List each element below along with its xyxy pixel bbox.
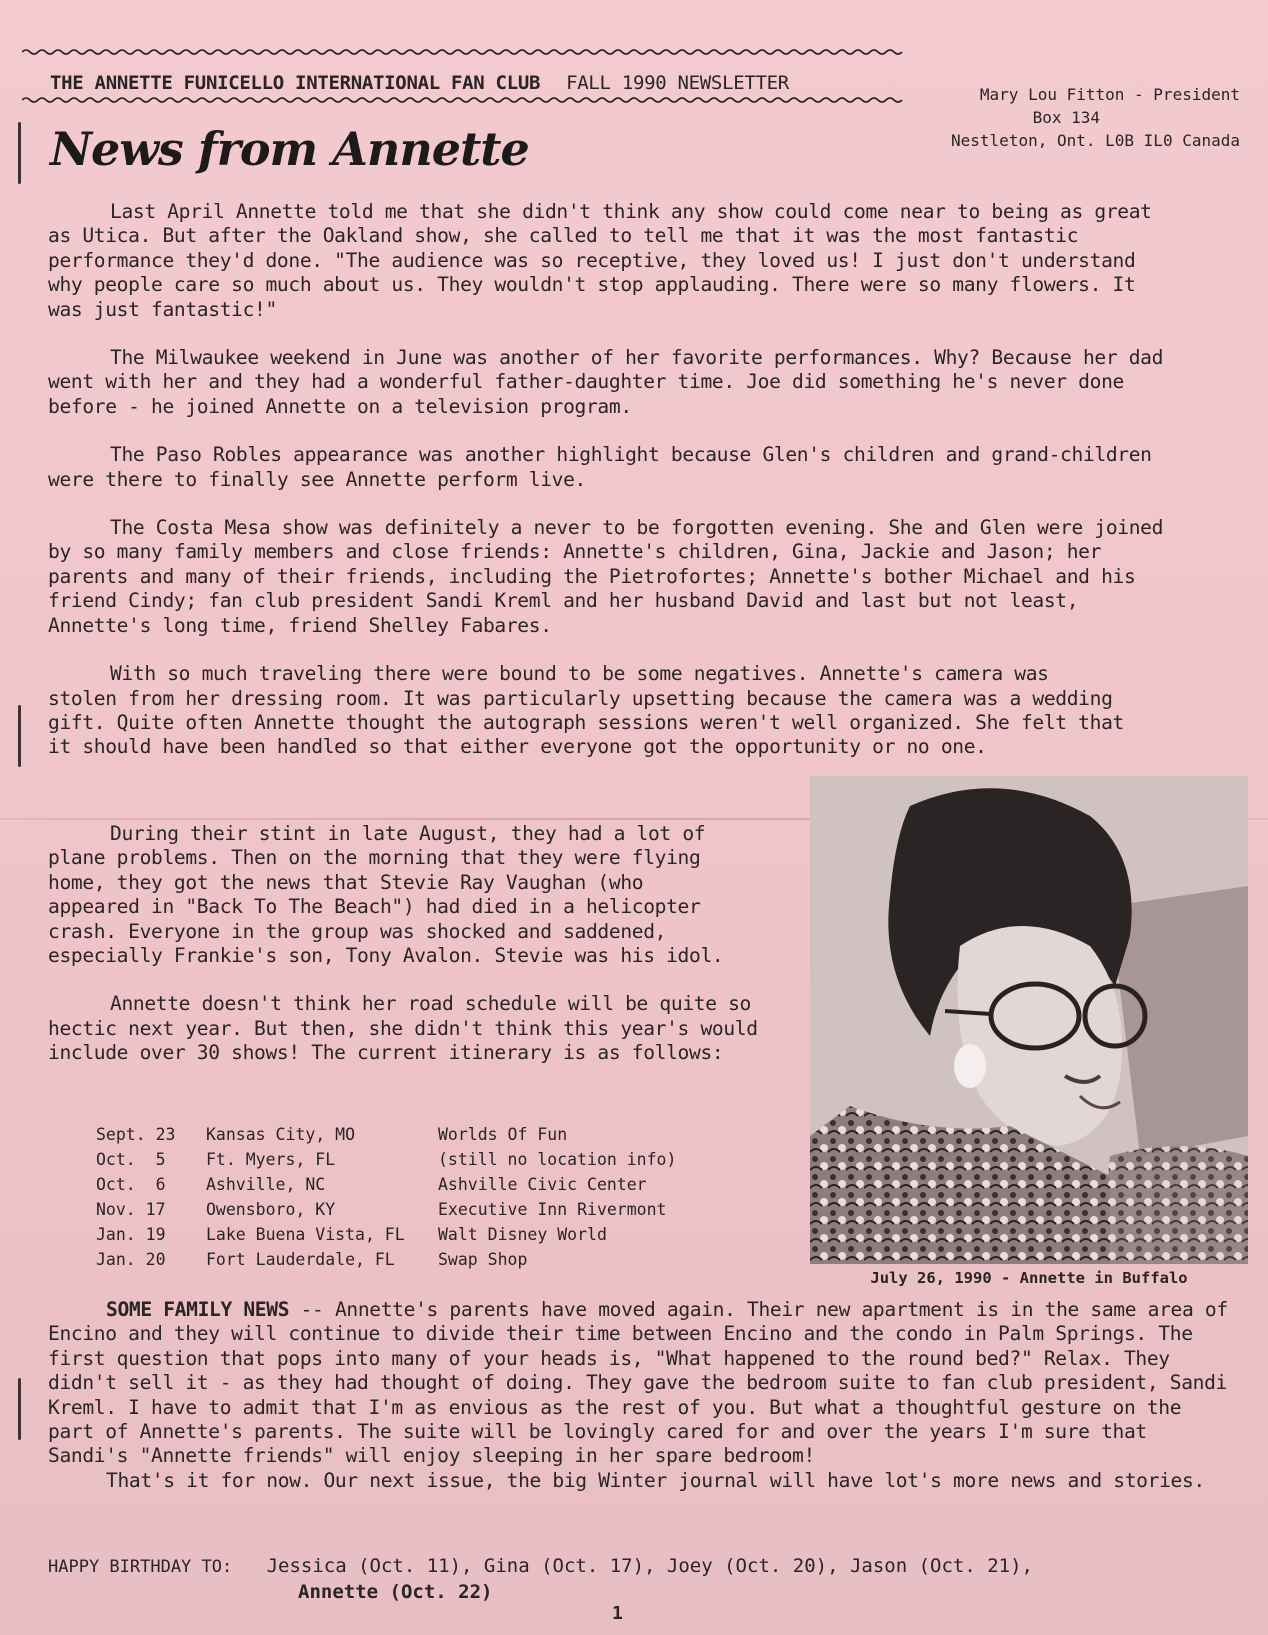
paragraph: Annette doesn't think her road schedule will be quite so hectic next year. But then, she didn't think this year's would include over 30 shows! The current itinerary is as follows: — [48, 992, 758, 1065]
itinerary-date: Oct. 6 — [96, 1175, 166, 1194]
paragraph: The Costa Mesa show was definitely a never to be forgotten evening. She and Glen were joined by so many family members and close friends: Annette's children, Gina, Jackie and Jason; her parents and many of their friends, including the Pietrofortes; Annette's bother Michael and his friend Cindy; fan club president Sandi Kreml and her husband David and last but not least, Annette's long time, friend Shelley Fabares. — [48, 516, 1164, 637]
birthday-annette: Annette (Oct. 22) — [298, 1581, 493, 1603]
portrait-illustration — [810, 776, 1248, 1264]
itinerary-venue: Walt Disney World — [438, 1225, 607, 1244]
paragraph: With so much traveling there were bound to be some negatives. Annette's camera was stolen from her dressing room. It was particularly upsetting because the camera was a wedding gift. Quite often Annette thought the autograph sessions weren't well organized. She felt that it should have been handled so that either everyone got the opportunity or no one. — [48, 662, 1124, 759]
annette-photo — [810, 776, 1248, 1264]
itinerary-city: Ashville, NC — [206, 1175, 326, 1194]
family-news-paragraph: SOME FAMILY NEWS -- Annette's parents have moved again. Their new apartment is in the same area of Encino and they will continue to divide their time between Encino and the condo in Palm Springs. The first question that pops into many of your heads is, "What happened to the round bed?" Relax. They didn't sell it - as they had thought of doing. They gave the bedroom suite to fan club president, Sandi Kreml. I have to admit that I'm as envious as the rest of you. But what a thoughtful gesture on the part of Annette's parents. The suite will be lovingly cared for and over the years I'm sure that Sandi's "Annette friends" will enjoy sleeping in her spare bedroom! — [48, 1298, 1228, 1468]
itinerary-date: Sept. 23 — [96, 1125, 176, 1144]
article-body-column — [48, 822, 793, 1090]
binder-mark — [18, 122, 21, 184]
itinerary-city: Ft. Myers, FL — [206, 1150, 336, 1169]
birthday-names: Jessica (Oct. 11), Gina (Oct. 17), Joey (Oct. 20), Jason (Oct. 21), — [266, 1555, 1033, 1577]
address-line-1: Mary Lou Fitton - President — [979, 85, 1240, 104]
itinerary-venue: (still no location info) — [438, 1150, 677, 1169]
club-address — [910, 83, 1240, 152]
itinerary-date: Jan. 19 — [96, 1225, 166, 1244]
address-line-2: Box 134 — [1032, 108, 1100, 127]
header-rule-bottom — [22, 96, 907, 104]
birthday-list — [48, 1554, 1228, 1605]
itinerary-city: Lake Buena Vista, FL — [206, 1225, 405, 1244]
birthday-label: HAPPY BIRTHDAY TO: — [48, 1557, 233, 1577]
itinerary-venue: Executive Inn Rivermont — [438, 1200, 667, 1219]
paragraph: The Milwaukee weekend in June was another of her favorite performances. Why? Because her dad went with her and they had a wonderful father-daughter time. Joe did something he's never done before - he joined Annette on a television program. — [48, 346, 1164, 418]
page-number: 1 — [612, 1603, 623, 1624]
article-body-top — [48, 200, 1178, 784]
itinerary-venue: Ashville Civic Center — [438, 1175, 647, 1194]
club-name: THE ANNETTE FUNICELLO INTERNATIONAL FAN CLUB — [50, 72, 541, 94]
itinerary-date: Nov. 17 — [96, 1200, 166, 1219]
binder-mark — [18, 1378, 21, 1440]
family-news-heading: SOME FAMILY NEWS — [106, 1298, 290, 1321]
closing-paragraph: That's it for now. Our next issue, the big Winter journal will have lot's more news and stories. — [106, 1468, 1205, 1492]
address-line-3: Nestleton, Ont. L0B IL0 Canada — [951, 131, 1240, 150]
itinerary-row — [96, 1175, 676, 1200]
itinerary-row — [96, 1200, 676, 1225]
itinerary-date: Jan. 20 — [96, 1250, 166, 1269]
itinerary-row — [96, 1250, 676, 1275]
itinerary-row — [96, 1150, 676, 1175]
itinerary-city: Fort Lauderdale, FL — [206, 1250, 395, 1269]
itinerary-row — [96, 1225, 676, 1250]
itinerary-table — [96, 1125, 676, 1275]
header-rule-top — [22, 48, 907, 56]
itinerary-row — [96, 1125, 676, 1150]
masthead-title: News from Annette — [50, 122, 529, 176]
newsletter-header — [50, 72, 910, 94]
paragraph: Last April Annette told me that she didn't think any show could come near to being as great as Utica. But after the Oakland show, she called to tell me that it was the most fantastic performance they'd done. "The audience was so receptive, they loved us! I just don't understand why people care so much about us. They wouldn't stop applauding. There were so many flowers. It was just fantastic!" — [48, 200, 1152, 321]
issue-label: FALL 1990 NEWSLETTER — [566, 72, 789, 94]
binder-mark — [18, 705, 21, 767]
itinerary-city: Owensboro, KY — [206, 1200, 336, 1219]
itinerary-city: Kansas City, MO — [206, 1125, 356, 1144]
itinerary-venue: Worlds Of Fun — [438, 1125, 568, 1144]
paragraph: During their stint in late August, they had a lot of plane problems. Then on the morning that they were flying home, they got the news that Stevie Ray Vaughan (who appeared in "Back To The Beach") had died in a helicopter crash. Everyone in the group was shocked and saddened, especially Frankie's son, Tony Avalon. Stevie was his idol. — [48, 822, 724, 968]
itinerary-date: Oct. 5 — [96, 1150, 166, 1169]
itinerary-venue: Swap Shop — [438, 1250, 528, 1269]
family-news — [48, 1298, 1228, 1493]
photo-caption: July 26, 1990 - Annette in Buffalo — [870, 1269, 1188, 1287]
paragraph: The Paso Robles appearance was another highlight because Glen's children and grand-children were there to finally see Annette perform live. — [48, 443, 1152, 491]
